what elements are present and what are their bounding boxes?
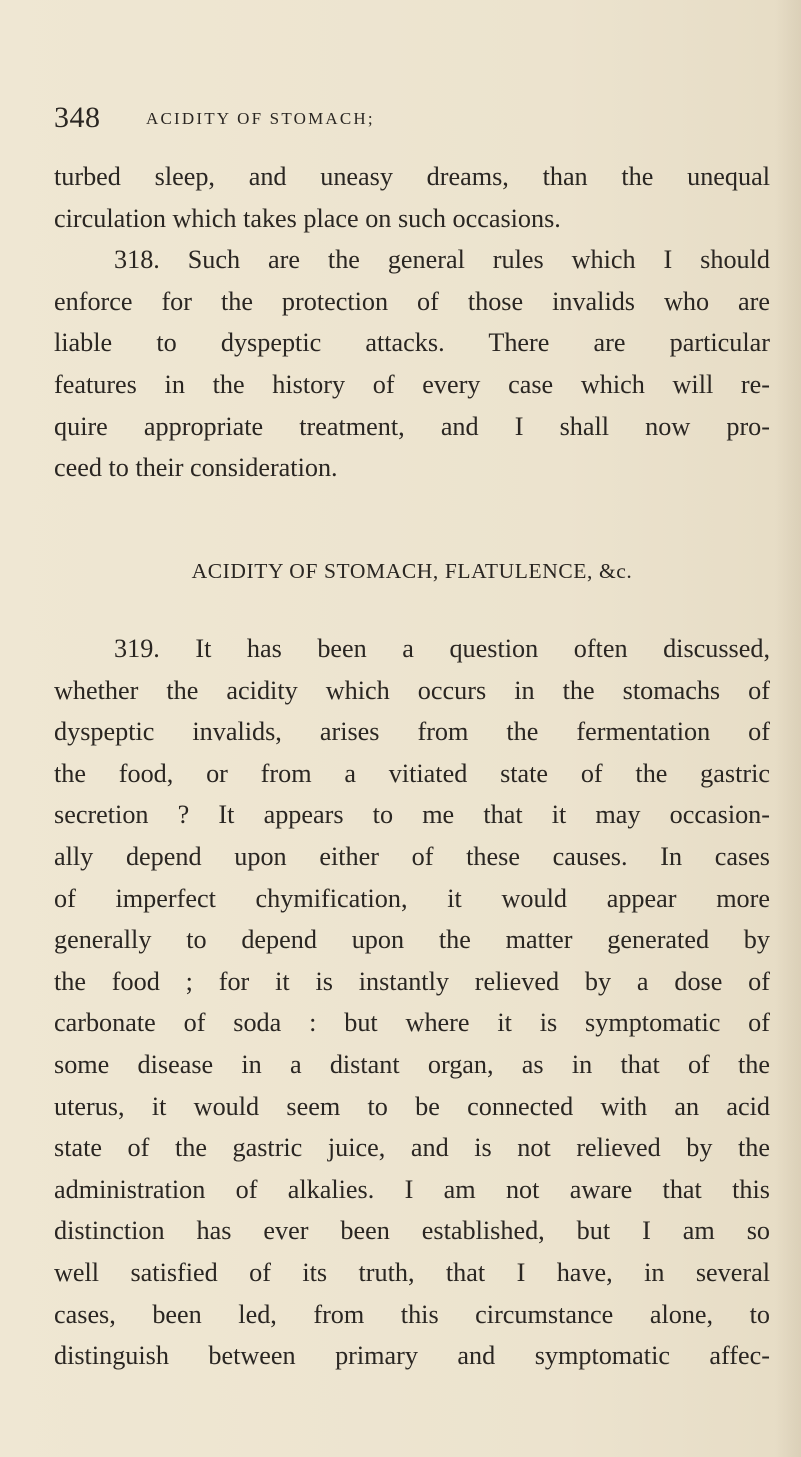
text-line: features in the history of every case which will re- [54,369,770,399]
text-line: well satisfied of its truth, that I have, in several [54,1257,770,1287]
text-line: carbonate of soda : but where it is symptomatic of [54,1008,770,1038]
text-line: generally to depend upon the matter generated by [54,925,770,955]
text-line: administration of alkalies. I am not aware that this [54,1174,770,1204]
text-line: of imperfect chymification, it would appear more [54,883,770,913]
text-line: liable to dyspeptic attacks. There are particular [54,328,770,358]
text-line: whether the acidity which occurs in the stomachs of [54,675,770,705]
text-line: the food, or from a vitiated state of the gastric [54,758,770,788]
text-line: distinguish between primary and symptomatic affec- [54,1341,770,1371]
text-line: enforce for the protection of those invalids who are [54,286,770,316]
text-line: the food ; for it is instantly relieved by a dose of [54,966,770,996]
text-line: ally depend upon either of these causes. In cases [54,841,770,871]
paragraph-319 [54,628,770,1377]
page-edge-shadow [775,0,801,1457]
continued-paragraph-and-318 [54,156,770,489]
text-line: ceed to their consideration. [54,453,338,483]
running-head [54,98,754,138]
text-line: some disease in a distant organ, as in that of the [54,1049,770,1079]
running-title: ACIDITY OF STOMACH; [146,109,375,128]
text-line: 319. It has been a question often discussed, [114,634,770,663]
text-line: circulation which takes place on such occasions. [54,203,561,233]
text-line: cases, been led, from this circumstance alone, to [54,1299,770,1329]
text-line: state of the gastric juice, and is not relieved by the [54,1133,770,1163]
text-line: 318. Such are the general rules which I should [114,245,770,275]
text-line: dyspeptic invalids, arises from the fermentation of [54,717,770,747]
text-line: uterus, it would seem to be connected with an acid [54,1091,770,1121]
page-number: 348 [54,101,101,134]
section-heading: ACIDITY OF STOMACH, FLATULENCE, &c. [191,559,633,583]
text-line: distinction has ever been established, but I am so [54,1216,770,1246]
text-line: secretion ? It appears to me that it may occasion- [54,800,770,830]
text-line: quire appropriate treatment, and I shall now pro- [54,411,770,441]
text-line: turbed sleep, and uneasy dreams, than the unequal [54,162,770,191]
